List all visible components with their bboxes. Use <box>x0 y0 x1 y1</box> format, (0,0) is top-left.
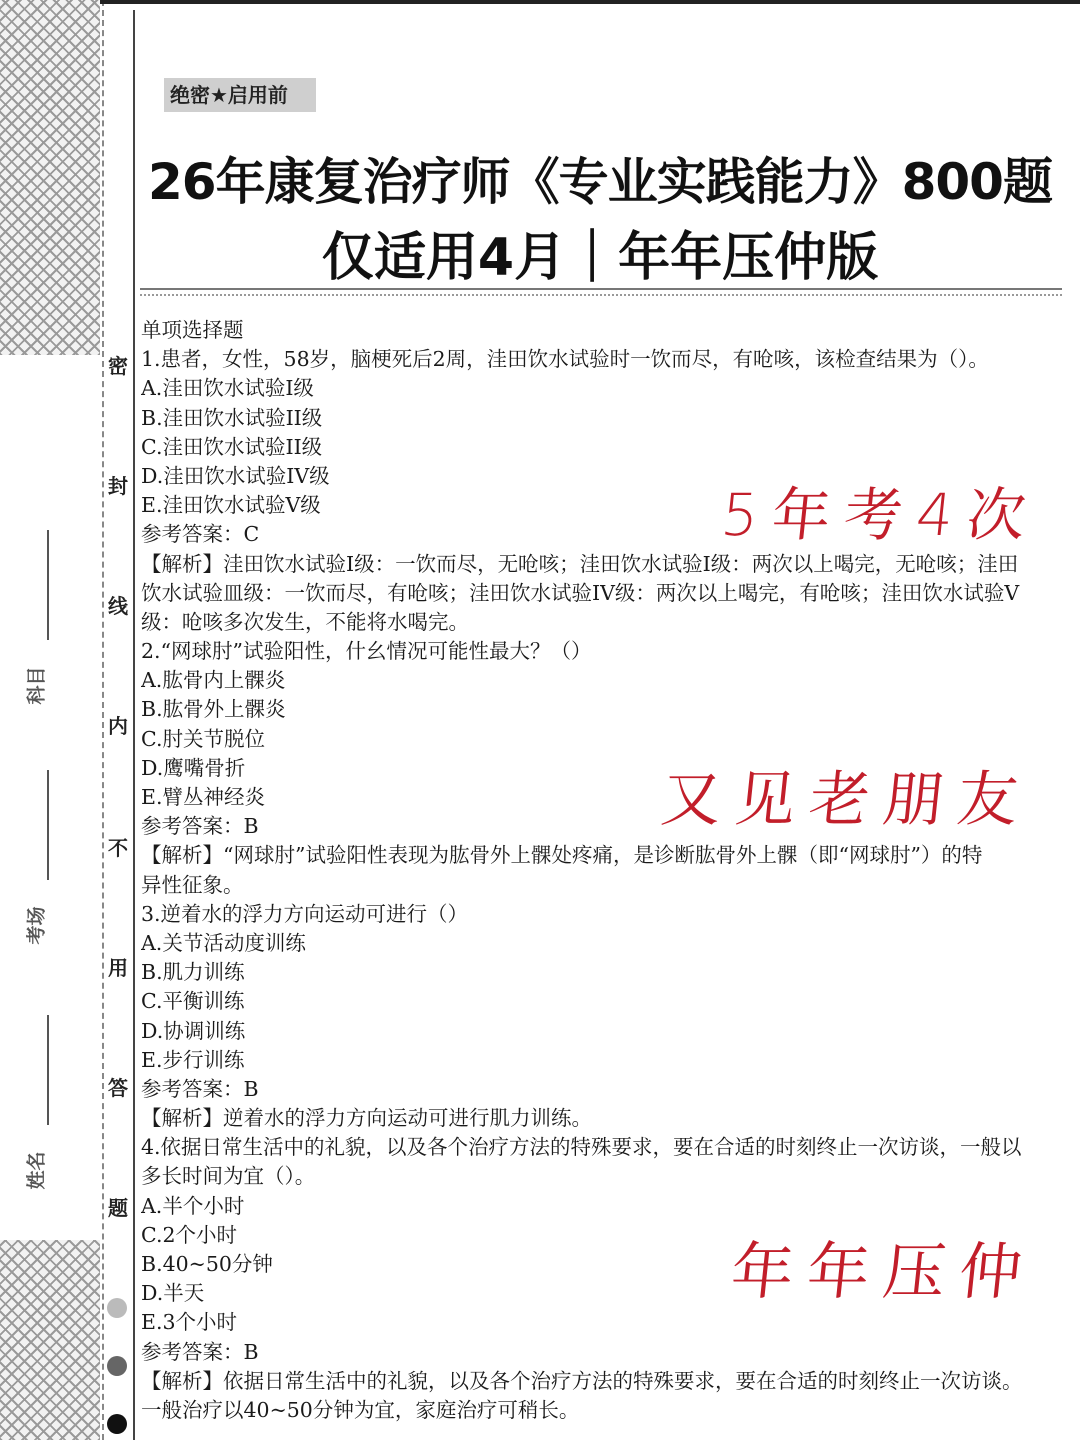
section-heading: 单项选择题 <box>141 318 244 342</box>
subject-fill-line <box>47 530 49 640</box>
option: A.洼田饮水试验I级 <box>141 376 314 401</box>
option: B.肌力训练 <box>141 960 245 985</box>
explanation: 饮水试验皿级：一饮而尽，有呛咳；洼田饮水试验IV级：两次以上喝完，有呛咳；洼田饮水试验V <box>141 580 1020 605</box>
option: D.鹰嘴骨折 <box>141 755 246 780</box>
binding-hole <box>107 1356 127 1376</box>
explanation: 【解析】依据日常生活中的礼貌，以及各个治疗方法的特殊要求，要在合适的时刻终止一次访谈。 <box>141 1368 1023 1393</box>
option: A.半个小时 <box>141 1193 245 1218</box>
seal-char: 答 <box>108 1076 128 1100</box>
handwritten-note-1: 5年考4次 <box>717 481 1043 549</box>
explanation: 级：呛咳多次发生，不能将水喝完。 <box>141 609 469 634</box>
seal-char: 不 <box>108 836 128 860</box>
option: B.肱骨外上髁炎 <box>141 697 286 722</box>
page-subtitle: 仅适用4月｜年年压仲版 <box>321 228 879 288</box>
option: C.平衡训练 <box>141 989 245 1014</box>
seal-char: 封 <box>108 474 128 498</box>
binding-pattern-top <box>0 0 100 355</box>
option: E.3个小时 <box>141 1310 238 1335</box>
seal-char: 线 <box>108 594 128 618</box>
option: D.协调训练 <box>141 1018 246 1043</box>
binding-hole <box>107 1298 127 1318</box>
option: B.40~50分钟 <box>141 1252 273 1276</box>
question-1: 1.患者，女性，58岁，脑梗死后2周，洼田饮水试验时一饮而尽，有呛咳，该检查结果为（）。 <box>141 347 989 372</box>
handwritten-note-2: 又见老朋友 <box>657 765 1036 835</box>
option: A.肱骨内上髁炎 <box>141 668 286 693</box>
option: D.半天 <box>141 1281 205 1306</box>
top-border <box>100 0 1080 4</box>
option: B.洼田饮水试验II级 <box>141 405 323 430</box>
seal-char: 题 <box>108 1196 128 1220</box>
seal-char: 密 <box>108 354 128 378</box>
answer: 参考答案：C <box>141 522 260 547</box>
exam-room-label: 考场 <box>25 906 48 945</box>
name-fill-line <box>47 1015 49 1125</box>
confidential-tag: 绝密★启用前 <box>164 78 316 112</box>
option: C.洼田饮水试验II级 <box>141 434 323 459</box>
option: C.2个小时 <box>141 1222 238 1247</box>
question-4: 4.依据日常生活中的礼貌，以及各个治疗方法的特殊要求，要在合适的时刻终止一次访谈，一般以 <box>141 1135 1022 1160</box>
answer: 参考答案：B <box>141 814 259 839</box>
seal-char: 内 <box>108 714 128 738</box>
seal-char: 用 <box>108 956 128 980</box>
explanation: 异性征象。 <box>141 872 244 897</box>
explanation: 一般治疗以40~50分钟为宜，家庭治疗可稍长。 <box>141 1397 580 1422</box>
explanation: 【解析】“网球肘”试验阳性表现为肱骨外上髁处疼痛，是诊断肱骨外上髁（即“网球肘”）的特 <box>141 843 983 868</box>
cut-line <box>102 0 104 1440</box>
answer: 参考答案：B <box>141 1339 259 1364</box>
question-4-cont: 多长时间为宜（）。 <box>141 1164 316 1189</box>
explanation: 【解析】逆着水的浮力方向运动可进行肌力训练。 <box>141 1106 592 1131</box>
explanation: 【解析】洼田饮水试验I级：一饮而尽，无呛咳；洼田饮水试验I级：两次以上喝完，无呛咳；洼田 <box>141 551 1019 576</box>
header-rule-dotted <box>140 294 1062 296</box>
option: A.关节活动度训练 <box>141 930 306 955</box>
page-title: 26年康复治疗师《专业实践能力》800题 <box>148 153 1052 211</box>
option: E.步行训练 <box>141 1047 245 1072</box>
option: E.臂丛神经炎 <box>141 785 265 809</box>
binding-pattern-bottom <box>0 1240 100 1440</box>
handwritten-note-3: 年年压仲 <box>727 1235 1040 1308</box>
option: C.肘关节脱位 <box>141 726 265 751</box>
subject-label: 科目 <box>25 666 48 705</box>
option: D.洼田饮水试验IV级 <box>141 463 330 488</box>
answer: 参考答案：B <box>141 1076 259 1101</box>
exam-room-fill-line <box>47 770 49 880</box>
option: E.洼田饮水试验V级 <box>141 493 321 518</box>
binding-hole <box>107 1414 127 1434</box>
question-3: 3.逆着水的浮力方向运动可进行（） <box>141 901 469 926</box>
header-rule <box>140 288 1062 290</box>
question-2: 2.“网球肘”试验阳性，什幺情况可能性最大？（） <box>141 639 592 664</box>
name-label: 姓名 <box>25 1151 48 1190</box>
binding-margin <box>0 355 100 1240</box>
